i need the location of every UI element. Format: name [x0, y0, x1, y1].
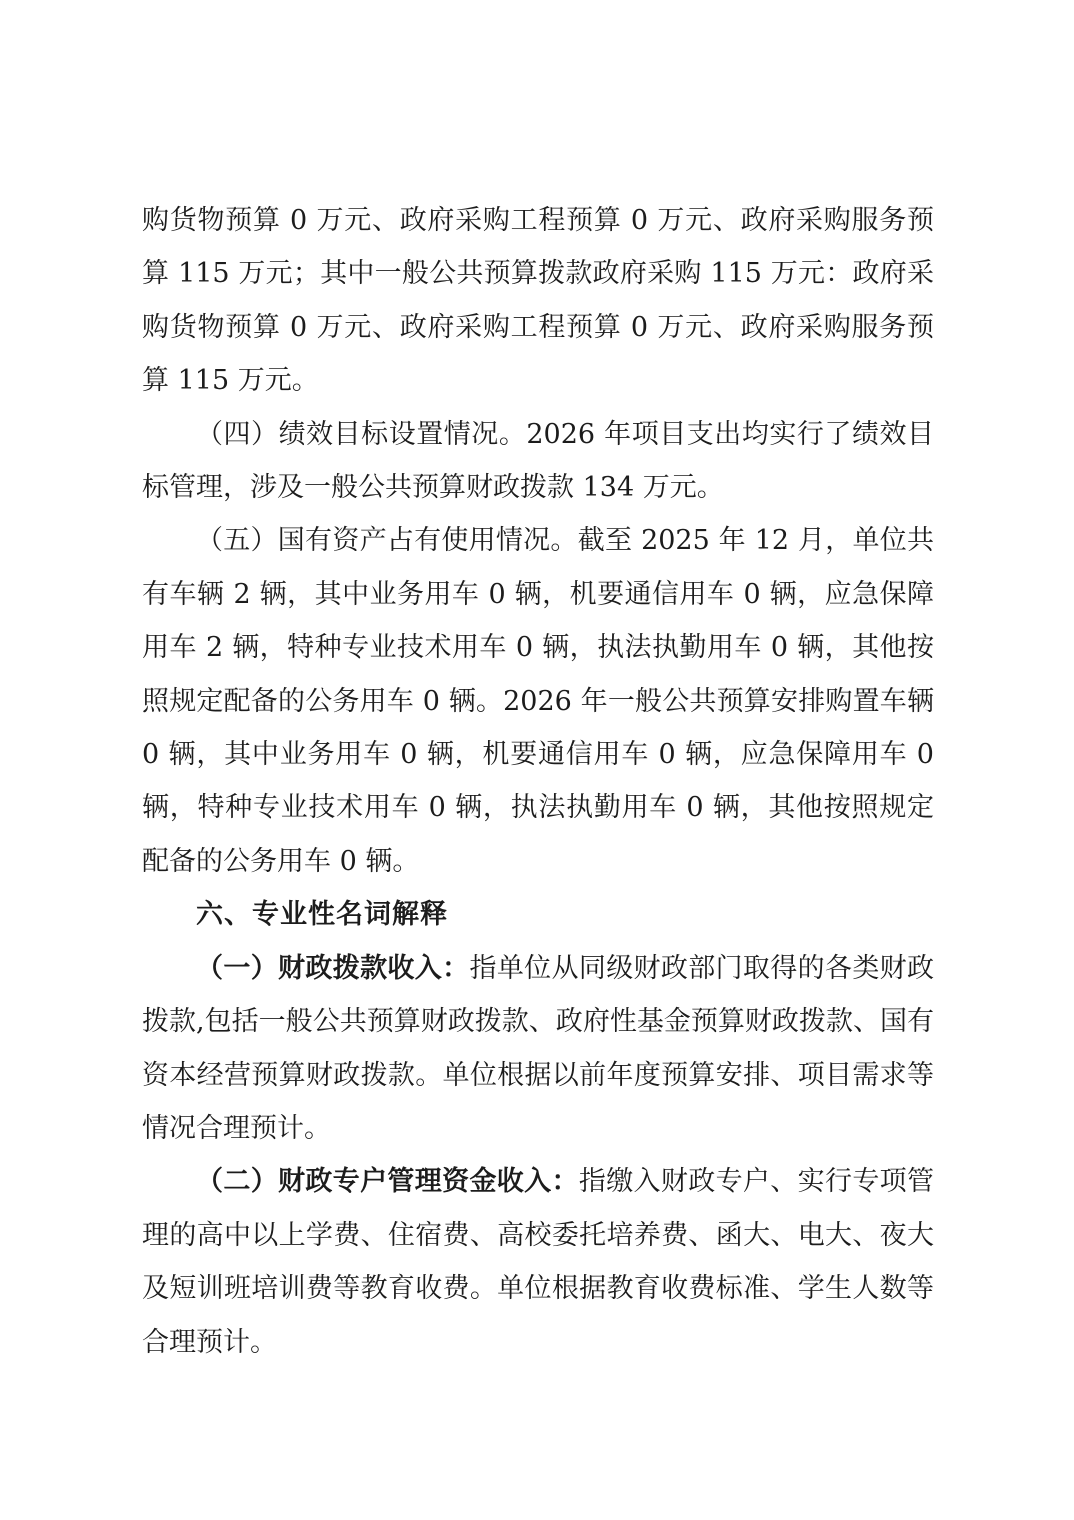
paragraph-state-assets [142, 514, 934, 888]
paragraph-text: 购货物预算 0 万元、政府采购工程预算 0 万元、政府采购服务预算 115 万元；其中一般公共预算拨款政府采购 115 万元：政府采购货物预算 0 万元、政府采购工程预算 0 万元、政府采购服务预算 115 万元。 [142, 205, 934, 397]
paragraph-text: 2026 年项目支出均实行了绩效目标管理，涉及一般公共预算财政拨款 134 万元。 [142, 418, 935, 504]
paragraph-text: 截至 2025 年 12 月，单位共有车辆 2 辆，其中业务用车 0 辆，机要通信用车 0 辆，应急保障用车 2 辆，特种专业技术用车 0 辆，执法执勤用车 0 辆，其他按照规定配备的公务用车 0 辆。2026 年一般公共预算安排购置车辆 0 辆，其中业务用车 0 辆，机要通信用车 0 辆，应急保障用车 0 辆，特种专业技术用车 0 辆，执法执勤用车 0 辆，其他按照规定配备的公务用车 0 辆。 [142, 525, 935, 877]
paragraph-heading: （五）国有资产占有使用情况。 [196, 525, 578, 557]
paragraph-text: 指缴入财政专户、实行专项管理的高中以上学费、住宿费、高校委托培养费、函大、电大、夜大及短训班培训费等教育收费。单位根据教育收费标准、学生人数等合理预计。 [142, 1166, 935, 1358]
paragraph-heading: （四）绩效目标设置情况。 [196, 418, 527, 450]
paragraph-performance-goals [142, 408, 934, 515]
paragraph-special-account [142, 1155, 934, 1369]
paragraph-heading: （一）财政拨款收入： [196, 952, 470, 984]
paragraph-text: 指单位从同级财政部门取得的各类财政拨款,包括一般公共预算财政拨款、政府性基金预算财政拨款、国有资本经营预算财政拨款。单位根据以前年度预算安排、项目需求等情况合理预计。 [142, 952, 935, 1144]
paragraph-heading: （二）财政专户管理资金收入： [196, 1166, 579, 1198]
paragraph-fiscal-appropriation [142, 942, 934, 1156]
section-title: 六、专业性名词解释 [196, 899, 448, 931]
document-body [142, 194, 934, 1369]
paragraph-procurement [142, 194, 934, 408]
